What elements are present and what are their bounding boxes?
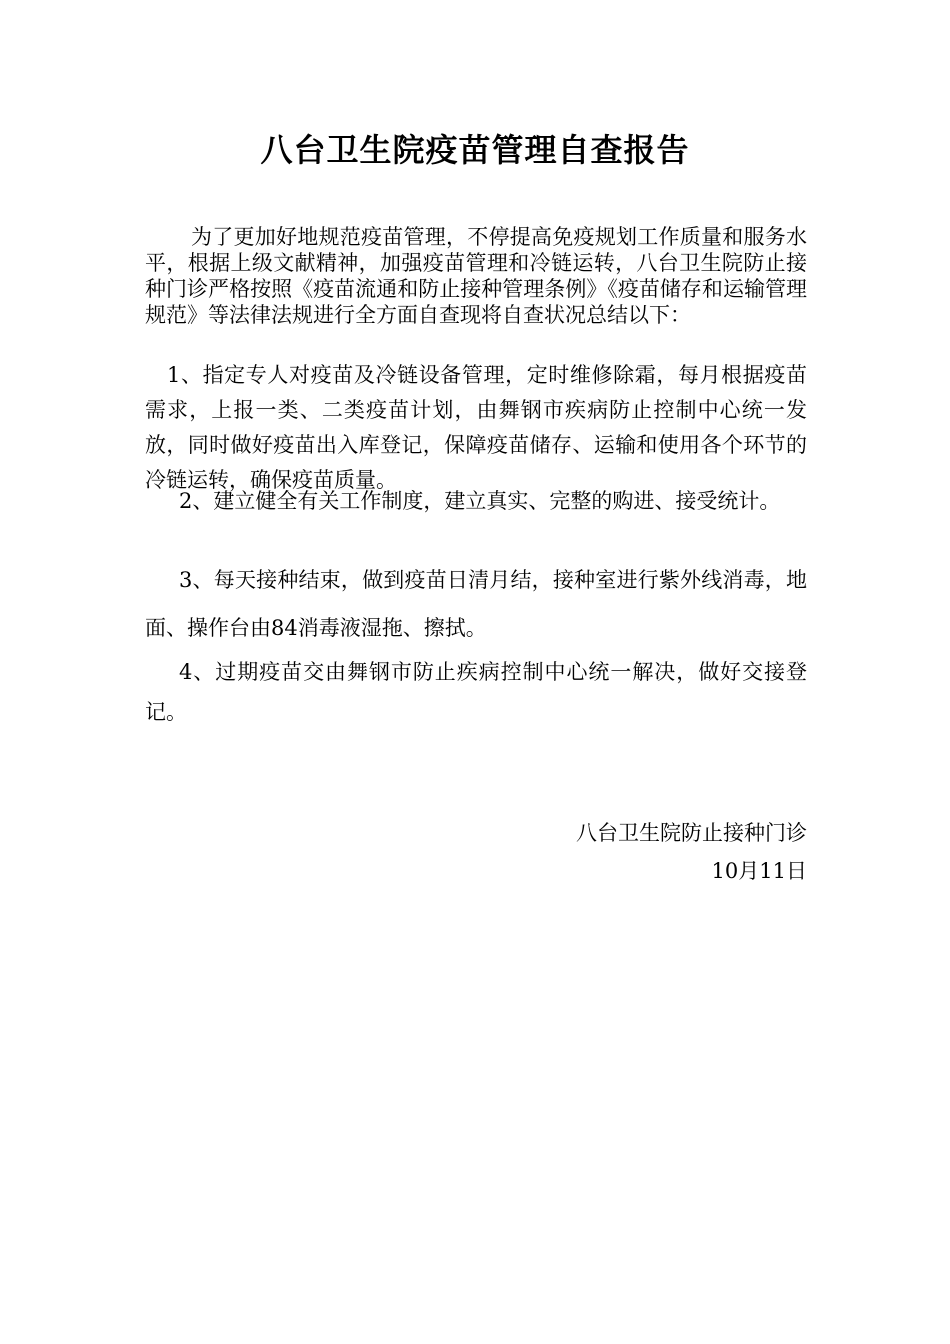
list-item: 3、每天接种结束，做到疫苗日清月结，接种室进行紫外线消毒，地面、操作台由84消毒液湿拖、擦拭。 [145, 568, 807, 640]
list-item: 1、指定专人对疫苗及冷链设备管理，定时维修除霜，每月根据疫苗需求，上报一类、二类疫苗计划，由舞钢市疾病防止控制中心统一发放，同时做好疫苗出入库登记，保障疫苗储存、运输和使用各个环节的冷链运转，确保疫苗质量。 [145, 363, 807, 492]
document-title: 八台卫生院疫苗管理自查报告 [260, 131, 690, 169]
signature-date: 10月11日 [711, 859, 807, 883]
intro-paragraph: 为了更加好地规范疫苗管理，不停提高免疫规划工作质量和服务水平，根据上级文献精神，加强疫苗管理和冷链运转，八台卫生院防止接种门诊严格按照《疫苗流通和防止接种管理条例》《疫苗储存和运输管理规范》等法律法规进行全方面自查现将自查状况总结以下： [145, 225, 807, 327]
list-item: 4、过期疫苗交由舞钢市防止疾病控制中心统一解决，做好交接登记。 [145, 660, 807, 724]
list-item: 2、建立健全有关工作制度，建立真实、完整的购进、接受统计。 [179, 489, 781, 513]
signature-organization: 八台卫生院防止接种门诊 [576, 821, 807, 845]
